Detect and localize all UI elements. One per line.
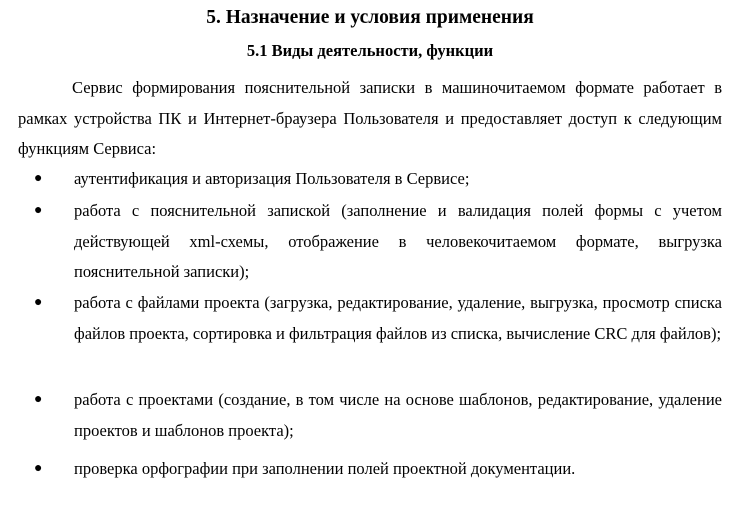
bullet-icon: ●	[34, 203, 43, 218]
list-item-text: проверка орфографии при заполнении полей проектной документации.	[74, 459, 576, 478]
intro-paragraph: Сервис формирования пояснительной записки в машиночитаемом формате работает в рамках устройства ПК и Интернет-браузера Пользователя и предоставляет доступ к следующим функциям Сервиса:	[18, 78, 722, 158]
section-heading: 5. Назначение и условия применения	[206, 7, 534, 28]
bullet-icon: ●	[34, 461, 43, 476]
subsection-heading: 5.1 Виды деятельности, функции	[246, 41, 494, 60]
list-item-text: аутентификация и авторизация Пользователя в Сервисе;	[74, 169, 470, 188]
bullet-icon: ●	[34, 295, 43, 310]
bullet-icon: ●	[34, 171, 43, 186]
list-item-text: работа с файлами проекта (загрузка, редактирование, удаление, выгрузка, просмотр списка файлов проекта, сортировка и фильтрация файлов из списка, вычисление CRC для файлов);	[74, 293, 722, 343]
list-item-text: работа с проектами (создание, в том числе на основе шаблонов, редактирование, удаление проектов и шаблонов проекта);	[74, 390, 722, 440]
bullet-icon: ●	[34, 392, 43, 407]
list-item-text: работа с пояснительной запиской (заполнение и валидация полей формы с учетом действующей xml-схемы, отображение в человекочитаемом формате, выгрузка пояснительной записки);	[74, 201, 722, 281]
